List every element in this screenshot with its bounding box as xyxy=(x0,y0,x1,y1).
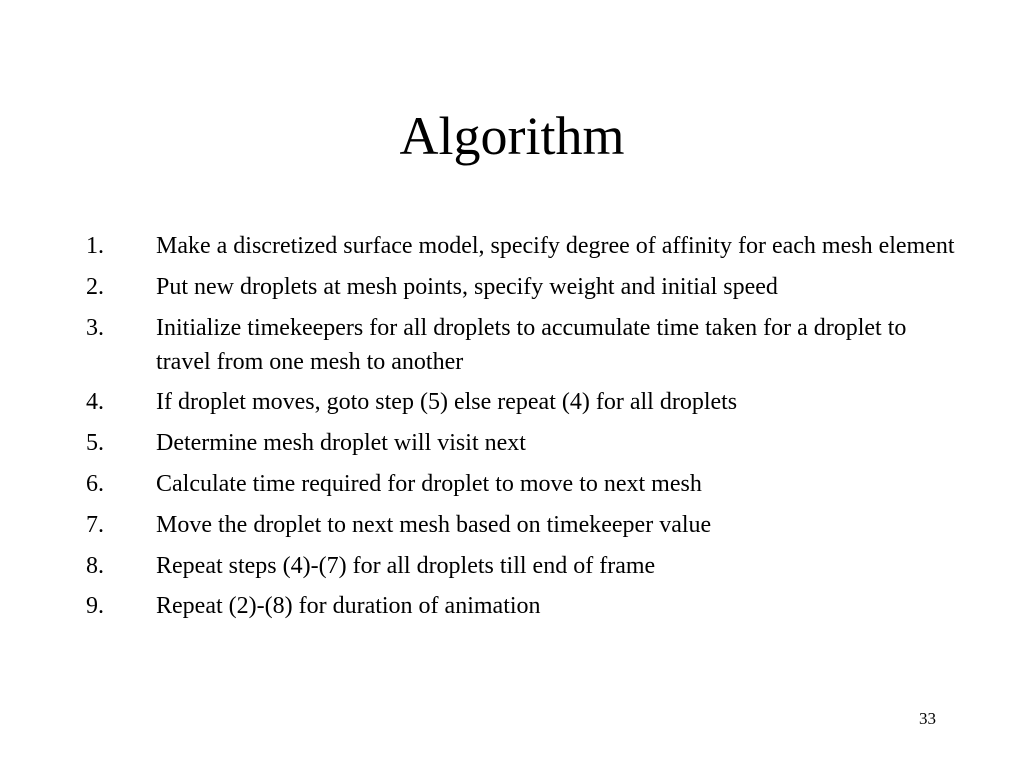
list-item xyxy=(86,385,956,419)
step-text: Calculate time required for droplet to move to next mesh xyxy=(156,470,702,497)
step-number: 7. xyxy=(86,511,104,538)
algorithm-steps-list xyxy=(86,229,956,630)
step-number: 6. xyxy=(86,470,104,497)
list-item xyxy=(86,589,956,623)
list-item xyxy=(86,508,956,542)
page-number: 33 xyxy=(919,709,936,728)
list-item xyxy=(86,311,956,379)
step-text: Make a discretized surface model, specify degree of affinity for each mesh element xyxy=(156,233,955,259)
list-item xyxy=(86,467,956,501)
step-text: Put new droplets at mesh points, specify weight and initial speed xyxy=(156,273,778,300)
step-number: 1. xyxy=(86,233,104,259)
step-text: Repeat steps (4)-(7) for all droplets till end of frame xyxy=(156,552,656,579)
step-text: Initialize timekeepers for all droplets to accumulate time taken for a droplet to travel from one mesh to another xyxy=(156,314,907,375)
step-number: 9. xyxy=(86,593,104,620)
step-number: 4. xyxy=(86,389,104,416)
list-item xyxy=(86,426,956,460)
step-text: Move the droplet to next mesh based on timekeeper value xyxy=(156,511,712,538)
step-text: Repeat (2)-(8) for duration of animation xyxy=(156,593,541,620)
list-item xyxy=(86,270,956,304)
step-number: 5. xyxy=(86,430,104,457)
step-number: 2. xyxy=(86,273,104,300)
step-text: Determine mesh droplet will visit next xyxy=(156,430,526,457)
step-number: 8. xyxy=(86,552,104,579)
list-item xyxy=(86,549,956,583)
list-item xyxy=(86,229,956,263)
slide-title: Algorithm xyxy=(399,106,625,166)
step-text: If droplet moves, goto step (5) else repeat (4) for all droplets xyxy=(156,389,738,416)
step-number: 3. xyxy=(86,314,104,341)
